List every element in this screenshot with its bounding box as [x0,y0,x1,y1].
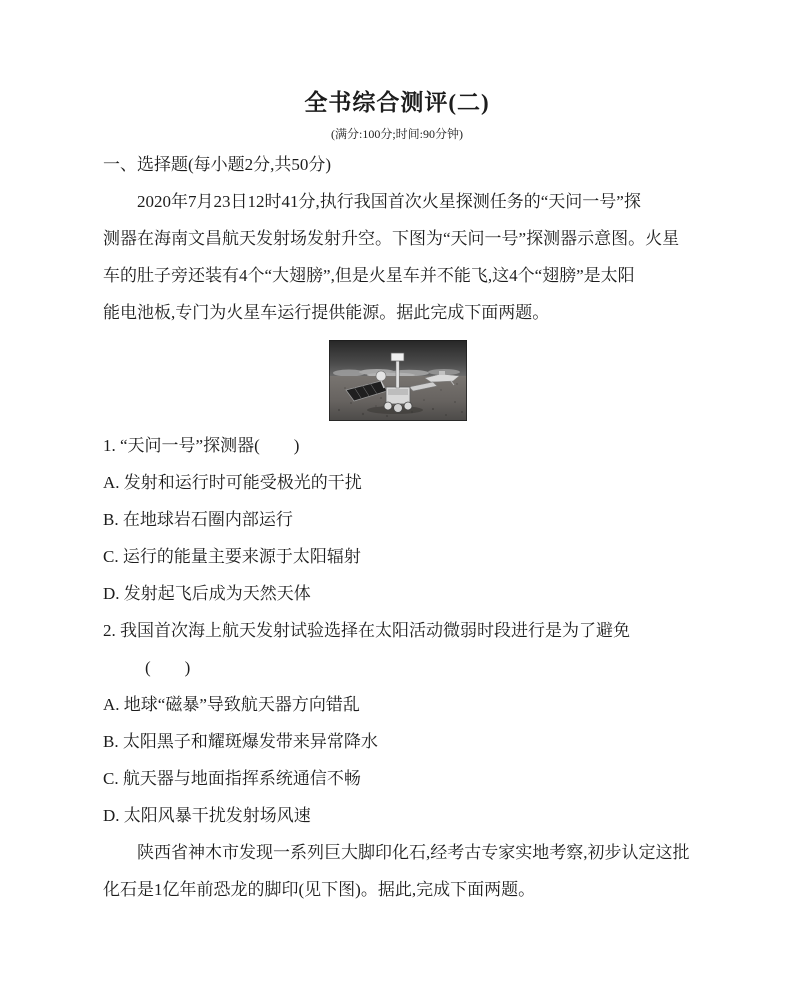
q1-option-c: C. 运行的能量主要来源于太阳辐射 [103,547,361,566]
q1-option-a: A. 发射和运行时可能受极光的干扰 [103,473,362,492]
page-title: 全书综合测评(二) [304,90,490,115]
mars-rover-photo-svg [329,340,467,421]
q2-answer-blank: ( ) [145,658,191,677]
passage2-line-2: 化石是1亿年前恐龙的脚印(见下图)。据此,完成下面两题。 [103,880,536,899]
passage2-line-1: 陕西省神木市发现一系列巨大脚印化石,经考古专家实地考察,初步认定这批 [137,843,690,862]
mars-rover-photo [329,340,467,421]
q2-option-c: C. 航天器与地面指挥系统通信不畅 [103,769,361,788]
q1-option-d: D. 发射起飞后成为天然天体 [103,584,311,603]
passage1-line-4: 能电池板,专门为火星车运行提供能源。据此完成下面两题。 [103,303,550,322]
page-content [103,146,693,908]
q2-stem: 2. 我国首次海上航天发射试验选择在太阳活动微弱时段进行是为了避免 [103,621,630,640]
passage1-line-3: 车的肚子旁还装有4个“大翅膀”,但是火星车并不能飞,这4个“翅膀”是太阳 [103,266,635,285]
page-subtitle: (满分:100分;时间:90分钟) [331,127,463,141]
passage1-line-2: 测器在海南文昌航天发射场发射升空。下图为“天问一号”探测器示意图。火星 [103,229,680,248]
q1-stem: 1. “天问一号”探测器( ) [103,436,300,455]
q1-option-b: B. 在地球岩石圈内部运行 [103,510,293,529]
section-heading: 一、选择题(每小题2分,共50分) [103,155,332,174]
q2-option-a: A. 地球“磁暴”导致航天器方向错乱 [103,695,360,714]
passage1-line-1: 2020年7月23日12时41分,执行我国首次火星探测任务的“天问一号”探 [137,192,641,211]
q2-option-b: B. 太阳黑子和耀斑爆发带来异常降水 [103,732,378,751]
q2-option-d: D. 太阳风暴干扰发射场风速 [103,806,311,825]
